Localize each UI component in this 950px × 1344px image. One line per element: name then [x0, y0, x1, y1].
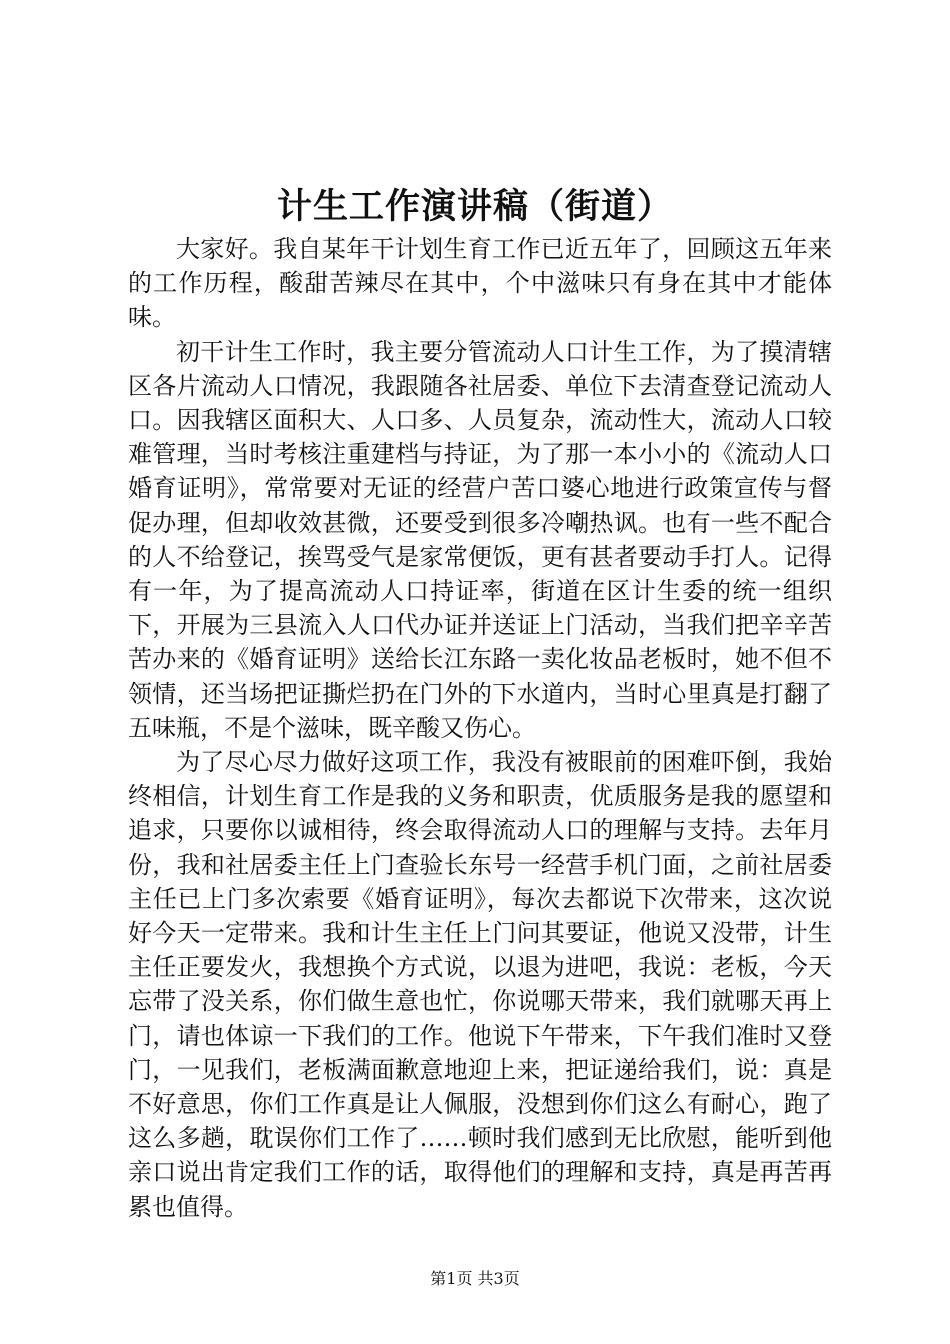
document-body [128, 232, 832, 1224]
paragraph-2: 初干计生工作时，我主要分管流动人口计生工作，为了摸清辖区各片流动人口情况，我跟随各社居委、单位下去清查登记流动人口。因我辖区面积大、人口多、人员复杂，流动性大，流动人口较难管理，当时考核注重建档与持证，为了那一本小小的《流动人口婚育证明》，常常要对无证的经营户苦口婆心地进行政策宣传与督促办理，但却收效甚微，还要受到很多冷嘲热讽。也有一些不配合的人不给登记，挨骂受气是家常便饭，更有甚者要动手打人。记得有一年，为了提高流动人口持证率，街道在区计生委的统一组织下，开展为三县流入人口代办证并送证上门活动，当我们把辛辛苦苦办来的《婚育证明》送给长江东路一卖化妆品老板时，她不但不领情，还当场把证撕烂扔在门外的下水道内，当时心里真是打翻了五味瓶，不是个滋味，既辛酸又伤心。 [128, 337, 832, 742]
page-number-footer: 第1页 共3页 [430, 1269, 520, 1288]
paragraph-3: 为了尽心尽力做好这项工作，我没有被眼前的困难吓倒，我始终相信，计划生育工作是我的义务和职责，优质服务是我的愿望和追求，只要你以诚相待，终会取得流动人口的理解与支持。去年月份，我和社居委主任上门查验长东号一经营手机门面，之前社居委主任已上门多次索要《婚育证明》，每次去都说下次带来，这次说好今天一定带来。我和计生主任上门问其要证，他说又没带，计生主任正要发火，我想换个方式说，以退为进吧，我说：老板，今天忘带了没关系，你们做生意也忙，你说哪天带来，我们就哪天再上门，请也体谅一下我们的工作。他说下午带来，下午我们准时又登门，一见我们，老板满面歉意地迎上来，把证递给我们，说：真是不好意思，你们工作真是让人佩服，没想到你们这么有耐心，跑了这么多趟，耽误你们工作了……顿时我们感到无比欣慰，能听到他亲口说出肯定我们工作的话，取得他们的理解和支持，真是再苦再累也值得。 [128, 748, 832, 1221]
paragraph-1: 大家好。我自某年干计划生育工作已近五年了，回顾这五年来的工作历程，酸甜苦辣尽在其中，个中滋味只有身在其中才能体味。 [128, 235, 832, 332]
document-title: 计生工作演讲稿（街道） [276, 186, 673, 227]
